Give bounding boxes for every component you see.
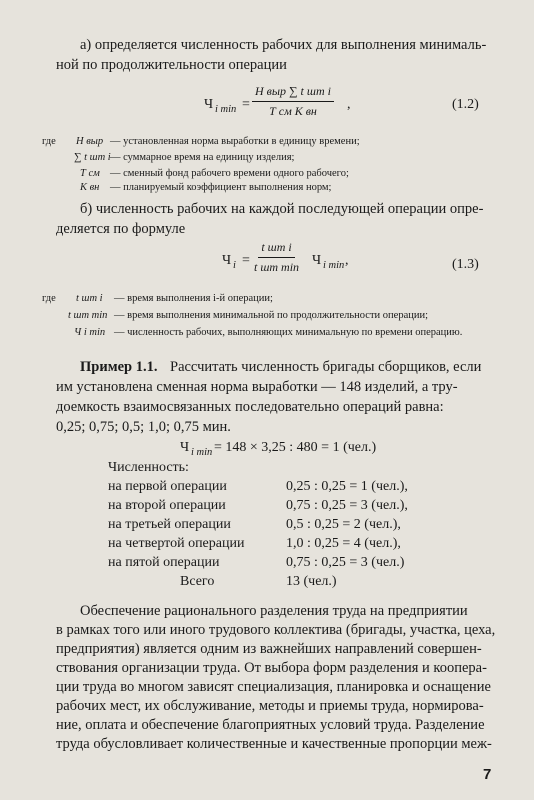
formula-1-3-lhs-sub: i <box>233 260 236 271</box>
legend-1-3-text: — численность рабочих, выполняющих минимальную по времени операцию. <box>114 327 463 338</box>
formula-1-3-lhs: Ч <box>222 253 232 268</box>
calc-total-label: Всего <box>180 574 215 589</box>
formula-1-3-eq: = <box>242 253 250 268</box>
calc-heading: Численность: <box>108 460 189 475</box>
formula-1-3-fraction <box>254 240 299 275</box>
closing-line: предприятия) является одним из важнейших направлений совершен- <box>56 641 482 657</box>
calc-row-value: 0,5 : 0,25 = 2 (чел.), <box>286 517 401 532</box>
formula-1-2-lhs: Ч <box>204 97 214 112</box>
formula-1-3-numerator: t шт i <box>258 240 294 258</box>
calc-row-label: на третьей операции <box>108 517 231 532</box>
legend-1-3-text: — время выполнения i-й операции; <box>114 293 273 304</box>
formula-1-3-number: (1.3) <box>452 257 479 272</box>
calc-total-value: 13 (чел.) <box>286 574 337 589</box>
formula-1-3-tail-sub: i min <box>323 260 345 271</box>
legend-1-2-sym: Н выр <box>76 136 104 147</box>
legend-1-2-sym: К вн <box>80 182 100 193</box>
legend-1-2-text: — сменный фонд рабочего времени одного рабочего; <box>110 168 349 179</box>
intro-b-line-2: деляется по формуле <box>56 221 186 237</box>
closing-line: в рамках того или иного трудового коллектива (бригады, участка, цеха, <box>56 622 496 638</box>
intro-a-line-1: а) определяется численность рабочих для выполнения минималь- <box>80 37 487 53</box>
formula-1-2-number: (1.2) <box>452 97 479 112</box>
calc-row-label: на пятой операции <box>108 555 220 570</box>
example-line-3: доемкость взаимосвязанных последовательно операций равна: <box>56 399 444 415</box>
example-line-1: Рассчитать численность бригады сборщиков, если <box>170 359 482 375</box>
calc-row-value: 0,75 : 0,25 = 3 (чел.), <box>286 498 408 513</box>
legend-1-2-sym: Т см <box>80 168 100 179</box>
legend-1-3-text: — время выполнения минимальной по продолжительности операции; <box>114 310 429 321</box>
example-label: Пример 1.1. <box>80 359 158 375</box>
legend-1-3-where: где <box>42 293 56 304</box>
formula-1-2-eq: = <box>242 97 250 112</box>
page-number: 7 <box>483 766 492 783</box>
example-line-2: им установлена сменная норма выработки — 148 изделий, а тру- <box>56 379 458 395</box>
formula-1-3-denominator: t шт min <box>254 260 300 274</box>
closing-line: ствования организации труда. От выбора форм разделения и коопера- <box>56 660 487 676</box>
calc-row-label: на четвертой операции <box>108 536 245 551</box>
calc-row-label: на второй операции <box>108 498 226 513</box>
calc-main-sub: i min <box>191 447 213 458</box>
closing-line: рабочих мест, их обслуживание, методы и приемы труда, нормирова- <box>56 698 484 714</box>
legend-1-2-text: — установленная норма выработки в единицу времени; <box>110 136 360 147</box>
formula-1-2-lhs-sub: i min <box>215 104 237 115</box>
calc-row-value: 1,0 : 0,25 = 4 (чел.), <box>286 536 401 551</box>
legend-1-3-sym: t шт min <box>68 310 108 321</box>
calc-row-value: 0,75 : 0,25 = 3 (чел.) <box>286 555 405 570</box>
closing-line: труда обусловливает количественные и качественные пропорции меж- <box>56 736 492 752</box>
calc-main-lhs: Ч <box>180 440 190 455</box>
formula-1-3-comma: , <box>345 253 349 268</box>
legend-1-2-text: — планируемый коэффициент выполнения норм; <box>110 182 332 193</box>
legend-1-2-text: — суммарное время на единицу изделия; <box>110 152 295 163</box>
intro-b-line-1: б) численность рабочих на каждой последующей операции опре- <box>80 201 484 217</box>
intro-a-line-2: ной по продолжительности операции <box>56 57 287 73</box>
closing-line: ние, оплата и обеспечение благоприятных условий труда. Разделение <box>56 717 485 733</box>
example-line-4: 0,25; 0,75; 0,5; 1,0; 0,75 мин. <box>56 419 231 435</box>
legend-1-3-sym: Ч i min <box>74 327 106 338</box>
formula-1-2-numerator: Н выр ∑ t шт i <box>252 84 334 102</box>
legend-1-2-where: где <box>42 136 56 147</box>
calc-row-label: на первой операции <box>108 479 227 494</box>
formula-1-2-fraction <box>252 84 334 119</box>
legend-1-3-sym: t шт i <box>76 293 103 304</box>
calc-row-value: 0,25 : 0,25 = 1 (чел.), <box>286 479 408 494</box>
closing-line: ции труда во многом зависят специализация, планировка и оснащение <box>56 679 491 695</box>
formula-1-2-denominator: Т см К вн <box>269 104 317 118</box>
closing-line: Обеспечение рационального разделения труда на предприятии <box>80 603 468 619</box>
formula-1-2-comma: , <box>347 97 351 112</box>
legend-1-2-sym: ∑ t шт i <box>74 152 111 163</box>
calc-main-rhs: = 148 × 3,25 : 480 = 1 (чел.) <box>214 440 377 455</box>
formula-1-3-tail: Ч <box>312 253 322 268</box>
